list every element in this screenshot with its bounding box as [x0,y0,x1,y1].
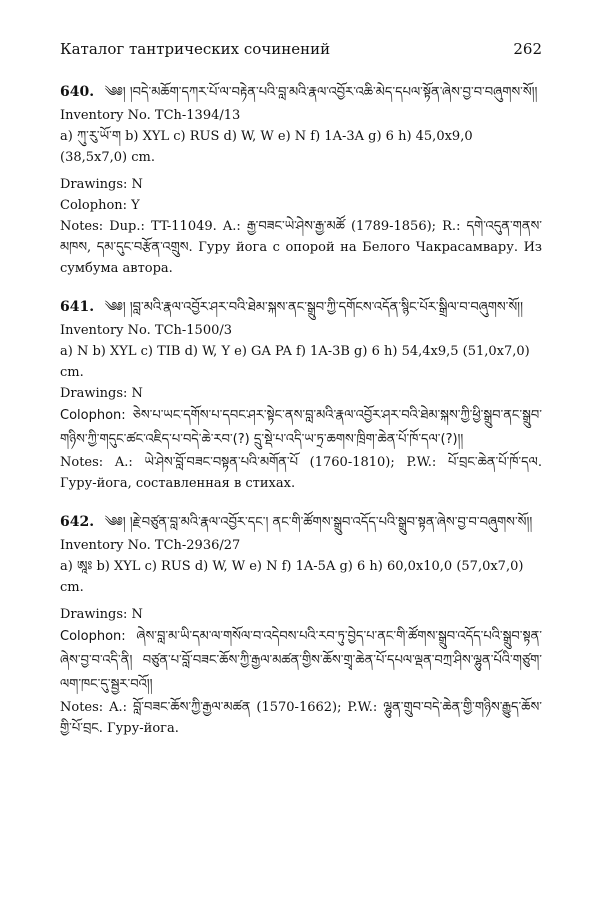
entry-title-tibetan: ༄༅། །བདེ་མཆོག་དཀར་པོ་ལ་བརྟེན་པའི་བླ་མའི་རྣལ་འབྱོར་འཆི་མེད་དཔལ་སྟོན་ཞེས་བྱ་བ་བཞུགས་སོ།། [104,85,538,100]
entry-number: 640. [60,84,95,100]
catalog-entry-640 [60,80,542,279]
inventory-number: Inventory No. TCh-1500/3 [60,323,233,338]
document-page [60,40,542,755]
entry-title-tibetan: ༄༅། །བླ་མའི་རྣལ་འབྱོར་ཤར་བའི་ཐེམ་སྐས་ནང་སྒྲུབ་ཀྱི་དགོངས་འདོན་སྙིང་པོར་སྒྲིལ་བ་བཞུགས་སོ།། [104,300,523,315]
inventory-number: Inventory No. TCh-1394/13 [60,108,241,123]
catalog-entry-642 [60,510,542,739]
catalog-entry-641 [60,295,542,494]
drawings-field: Drawings: N [60,177,143,192]
entry-details: a) N b) XYL c) TIB d) W, Y e) GA PA f) 1A-3B g) 6 h) 54,4x9,5 (51,0x7,0) cm. [60,344,530,380]
drawings-field: Drawings: N [60,386,143,401]
notes-field: Notes: Dup.: TT-11049. A.: རྒྱ་བཟང་ཡེ་ཤེས་རྒྱ་མཚོ (1789-1856); R.: དགེ་འདུན་གནས་མཁས, དམ་དུང་བརྩོན་འགྲུས. Гуру йога с опорой на Белого Чакрасамвару. Из сумбума автора. [60,219,542,276]
entry-number: 642. [60,514,95,530]
colophon-field: Colophon: Y [60,198,140,213]
running-title: Каталог тантрических сочинений [60,40,331,58]
entry-details: a) ཨཱཿ b) XYL c) RUS d) W, W e) N f) 1A-5A g) 6 h) 60,0x10,0 (57,0x7,0) cm. [60,559,524,595]
colophon-field: Colophon: ཞེས་བླ་མ་ཡི་དམ་ལ་གསོལ་བ་འདེབས་པའི་རབ་ཏུ་བྱེད་པ་ནང་གི་ཚོགས་སྒྲུབ་འདོད་པའི་སྒྲུབ་སྟན་ཞེས་བྱ་བ་འདི་ནི། བཙུན་པ་བློ་བཟང་ཆོས་ཀྱི་རྒྱལ་མཚན་གྱིས་ཆོས་གྲྭ་ཆེན་པོ་དཔལ་ལྡན་བཀྲ་ཤིས་ལྷུན་པོའི་གཙུག་ལག་ཁང་དུ་སྦྱར་བའོ།། [60,629,542,692]
entry-heading [60,295,542,320]
entry-details: a) ཀུ་རུ་ཡོ་ག b) XYL c) RUS d) W, W e) N f) 1A-3A g) 6 h) 45,0x9,0 (38,5x7,0) cm. [60,129,473,165]
entry-heading [60,80,542,105]
page-number: 262 [513,40,542,58]
entry-heading [60,510,542,535]
running-head [60,40,542,66]
drawings-field: Drawings: N [60,607,143,622]
inventory-number: Inventory No. TCh-2936/27 [60,538,241,553]
entry-title-tibetan: ༄༅། །རྗེ་བཙུན་བླ་མའི་རྣལ་འབྱོར་དང་། ནང་གི་ཚོགས་སྒྲུབ་འདོད་པའི་སྒྲུབ་སྟན་ཞེས་བྱ་བ་བཞུགས་སོ།། [104,515,533,530]
entry-number: 641. [60,299,95,315]
notes-field: Notes: A.: ཡེ་ཤེས་བློ་བཟང་བསྟན་པའི་མགོན་པོ (1760-1810); P.W.: པོ་བྲང་ཆེན་པོ་ཁོ་དལ. Гуру-йога, составленная в стихах. [60,455,542,491]
colophon-field: Colophon: ཅེས་པ་ཡང་དགོས་པ་དབང་ཤར་སྟེང་ནས་བླ་མའི་རྣལ་འབྱོར་ཤར་བའི་ཐེམ་སྐས་ཀྱི་ཕྱི་སྒྲུབ་ནང་སྒྲུབ་གཉིས་ཀྱི་གདུང་ཚང་འཇིད་པ་བདེ་ཆེ་རབ་(?) དྲུ་སྡེ་པ་འདི་ཡ་ཏྲ་ཆགས་ཁྲིག་ཆེན་པོ་ཁོ་དལ་(?)།། [60,408,542,447]
notes-field: Notes: A.: བློ་བཟང་ཆོས་ཀྱི་རྒྱལ་མཚན (1570-1662); P.W.: ལྷུན་གྲུབ་བདེ་ཆེན་གྱི་གཉིས་རྒྱུད་ཆོས་གྱི་པོ་བྲང. Гуру-йога. [60,700,542,736]
